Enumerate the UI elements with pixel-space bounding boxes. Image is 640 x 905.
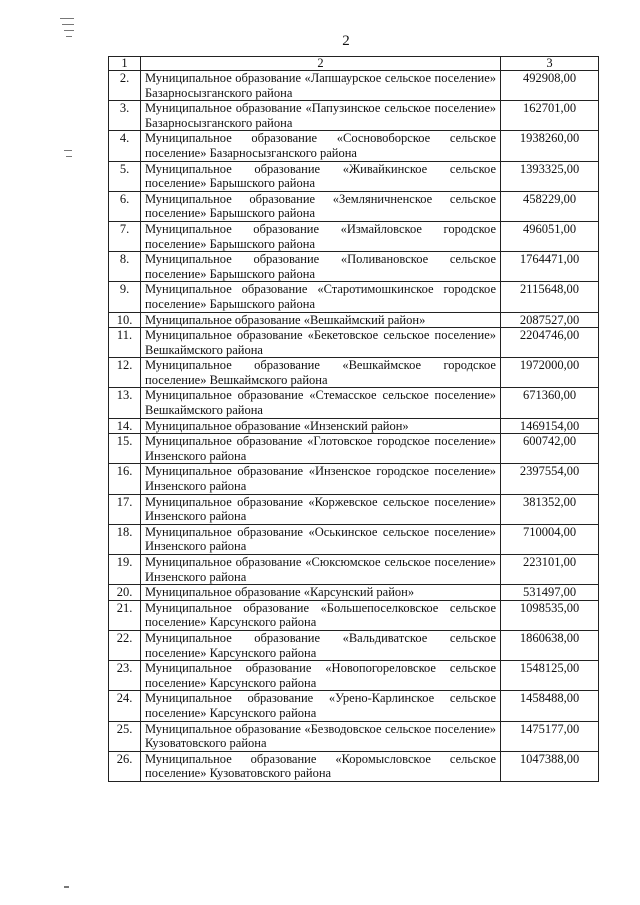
table-row [109, 252, 599, 282]
table-row [109, 585, 599, 601]
municipality-name: Муниципальное образование «Коромысловское сельское поселение» Кузоватовского района [141, 751, 501, 781]
row-number: 17. [109, 494, 141, 524]
row-number: 13. [109, 388, 141, 418]
scan-mark [66, 36, 72, 37]
municipality-name: Муниципальное образование «Сюксюмское сельское поселение» Инзенского района [141, 555, 501, 585]
table-row [109, 464, 599, 494]
municipality-name: Муниципальное образование «Вальдиватское сельское поселение» Карсунского района [141, 630, 501, 660]
table-row [109, 161, 599, 191]
table-row [109, 691, 599, 721]
row-amount: 531497,00 [501, 585, 599, 601]
table-row [109, 328, 599, 358]
column-header: 2 [141, 57, 501, 71]
table-row [109, 282, 599, 312]
row-amount: 2087527,00 [501, 312, 599, 328]
table-row [109, 524, 599, 554]
scan-mark [64, 886, 69, 888]
scan-mark [62, 24, 74, 25]
row-number: 18. [109, 524, 141, 554]
row-number: 12. [109, 358, 141, 388]
table-row [109, 312, 599, 328]
scan-mark [66, 156, 72, 157]
scan-mark [60, 18, 74, 19]
table-row [109, 191, 599, 221]
row-number: 24. [109, 691, 141, 721]
municipality-name: Муниципальное образование «Живайкинское сельское поселение» Барышского района [141, 161, 501, 191]
municipality-name: Муниципальное образование «Большепоселковское сельское поселение» Карсунского района [141, 600, 501, 630]
municipality-name: Муниципальное образование «Урено-Карлинское сельское поселение» Карсунского района [141, 691, 501, 721]
row-amount: 1860638,00 [501, 630, 599, 660]
table-row [109, 661, 599, 691]
municipality-name: Муниципальное образование «Лапшаурское сельское поселение» Базарносызганского района [141, 71, 501, 101]
row-number: 21. [109, 600, 141, 630]
row-number: 25. [109, 721, 141, 751]
row-amount: 492908,00 [501, 71, 599, 101]
row-amount: 1047388,00 [501, 751, 599, 781]
row-amount: 1393325,00 [501, 161, 599, 191]
row-amount: 671360,00 [501, 388, 599, 418]
table-row [109, 434, 599, 464]
municipality-name: Муниципальное образование «Карсунский район» [141, 585, 501, 601]
row-amount: 458229,00 [501, 191, 599, 221]
municipality-name: Муниципальное образование «Коржевское сельское поселение» Инзенского района [141, 494, 501, 524]
table-row [109, 101, 599, 131]
row-amount: 2115648,00 [501, 282, 599, 312]
row-amount: 162701,00 [501, 101, 599, 131]
row-amount: 600742,00 [501, 434, 599, 464]
row-number: 20. [109, 585, 141, 601]
row-number: 10. [109, 312, 141, 328]
table-row [109, 600, 599, 630]
table-row [109, 494, 599, 524]
scan-mark [64, 30, 74, 31]
table-row [109, 358, 599, 388]
municipality-name: Муниципальное образование «Бекетовское сельское поселение» Вешкаймского района [141, 328, 501, 358]
municipality-name: Муниципальное образование «Поливановское сельское поселение» Барышского района [141, 252, 501, 282]
table-row [109, 71, 599, 101]
municipality-name: Муниципальное образование «Безводовское сельское поселение» Кузоватовского района [141, 721, 501, 751]
table-row [109, 751, 599, 781]
municipality-name: Муниципальное образование «Старотимошкинское городское поселение» Барышского района [141, 282, 501, 312]
row-number: 23. [109, 661, 141, 691]
row-amount: 2397554,00 [501, 464, 599, 494]
municipality-name: Муниципальное образование «Стемасское сельское поселение» Вешкаймского района [141, 388, 501, 418]
row-number: 16. [109, 464, 141, 494]
row-amount: 1475177,00 [501, 721, 599, 751]
row-amount: 496051,00 [501, 221, 599, 251]
table-row [109, 221, 599, 251]
table-row [109, 418, 599, 434]
table-header-row [109, 57, 599, 71]
scan-mark [64, 150, 72, 151]
municipality-name: Муниципальное образование «Земляничненское сельское поселение» Барышского района [141, 191, 501, 221]
municipality-name: Муниципальное образование «Новопогореловское сельское поселение» Карсунского района [141, 661, 501, 691]
row-number: 2. [109, 71, 141, 101]
table-row [109, 630, 599, 660]
table-row [109, 388, 599, 418]
row-number: 9. [109, 282, 141, 312]
row-number: 3. [109, 101, 141, 131]
row-amount: 1548125,00 [501, 661, 599, 691]
allocation-table [108, 56, 599, 782]
row-amount: 1458488,00 [501, 691, 599, 721]
row-number: 5. [109, 161, 141, 191]
municipality-name: Муниципальное образование «Инзенский район» [141, 418, 501, 434]
row-number: 6. [109, 191, 141, 221]
table-row [109, 555, 599, 585]
row-amount: 1469154,00 [501, 418, 599, 434]
row-number: 26. [109, 751, 141, 781]
row-amount: 223101,00 [501, 555, 599, 585]
row-number: 4. [109, 131, 141, 161]
row-number: 8. [109, 252, 141, 282]
municipality-name: Муниципальное образование «Измайловское городское поселение» Барышского района [141, 221, 501, 251]
column-header: 1 [109, 57, 141, 71]
municipality-name: Муниципальное образование «Оськинское сельское поселение» Инзенского района [141, 524, 501, 554]
municipality-name: Муниципальное образование «Сосновоборское сельское поселение» Базарносызганского района [141, 131, 501, 161]
municipality-name: Муниципальное образование «Глотовское городское поселение» Инзенского района [141, 434, 501, 464]
row-amount: 2204746,00 [501, 328, 599, 358]
municipality-name: Муниципальное образование «Вешкаймский район» [141, 312, 501, 328]
municipality-name: Муниципальное образование «Папузинское сельское поселение» Базарносызганского района [141, 101, 501, 131]
municipality-name: Муниципальное образование «Вешкаймское городское поселение» Вешкаймского района [141, 358, 501, 388]
row-number: 15. [109, 434, 141, 464]
row-number: 22. [109, 630, 141, 660]
row-number: 11. [109, 328, 141, 358]
row-amount: 381352,00 [501, 494, 599, 524]
row-number: 7. [109, 221, 141, 251]
table-row [109, 721, 599, 751]
page-number: 2 [342, 33, 350, 49]
row-number: 14. [109, 418, 141, 434]
row-amount: 1098535,00 [501, 600, 599, 630]
column-header: 3 [501, 57, 599, 71]
row-amount: 1972000,00 [501, 358, 599, 388]
row-amount: 710004,00 [501, 524, 599, 554]
municipality-name: Муниципальное образование «Инзенское городское поселение» Инзенского района [141, 464, 501, 494]
row-number: 19. [109, 555, 141, 585]
row-amount: 1764471,00 [501, 252, 599, 282]
row-amount: 1938260,00 [501, 131, 599, 161]
table-row [109, 131, 599, 161]
